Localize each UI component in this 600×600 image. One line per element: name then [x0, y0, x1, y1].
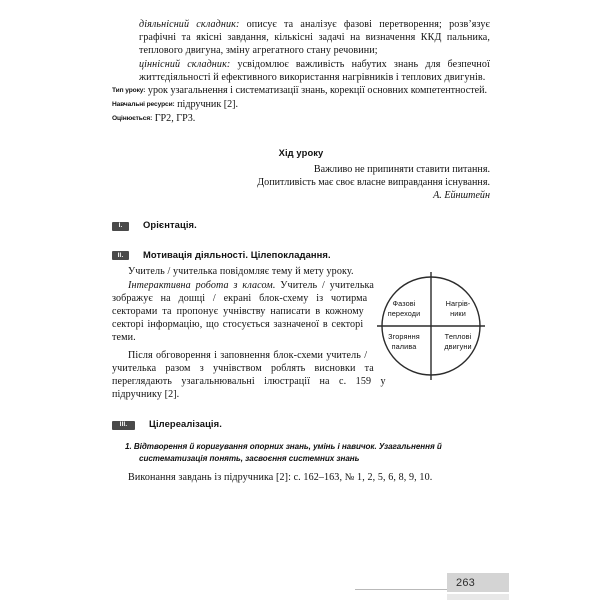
page-content [112, 18, 490, 484]
wheel-sector-line-2: ники [450, 308, 466, 318]
paragraph-text: Учитель / учителька зображує на дошці / екрані блок-схему із чотирма секторами та пропонує учнівству написати в кожному секторі інформацію, що стосується зазначеної в секторі теми. [112, 279, 374, 344]
meta-value: урок узагальнення і систематизації знань, корекції основних компетентностей. [147, 85, 488, 97]
wheel-sector-line-2: переходи [387, 308, 421, 318]
meta-label: Тип уроку: [112, 87, 146, 95]
stage-label: Орієнтація. [143, 219, 197, 231]
wheel-sector-line-1: Нагрів- [445, 299, 471, 309]
stage-marker-iii: III. [112, 421, 135, 430]
wheel-sector-line-1: Теплові [444, 332, 472, 342]
stage-label: Мотивація діяльності. Цілепокладання. [143, 248, 331, 260]
folio-shadow [447, 594, 509, 600]
stage-marker-ii: II. [112, 251, 129, 260]
meta-value: підручник [2]. [177, 99, 239, 111]
paragraph-textbook-tasks [112, 471, 490, 484]
stage-label: Цілереалізація. [149, 418, 222, 430]
motivation-body [112, 265, 490, 401]
paragraph-italic-lead: Інтерактивна робота з класом. [128, 279, 276, 291]
stage-heading-orientation [112, 219, 490, 232]
definition-item [112, 58, 490, 84]
stage-heading-realization [112, 418, 490, 431]
wheel-sector-top-right [432, 299, 484, 318]
wheel-sector-bottom-left [378, 332, 430, 351]
paragraph-text: Учитель / учителька повідомляє тему й мету уроку. [128, 266, 354, 278]
subitem-1 [112, 441, 490, 464]
meta-row-assessment [112, 112, 490, 125]
wheel-sector-line-2: палива [391, 341, 417, 351]
meta-label: Оцінюється: [112, 115, 153, 123]
wheel-diagram-figure [372, 268, 490, 386]
meta-row-lesson-type [112, 84, 490, 97]
wheel-diagram-svg [377, 272, 485, 380]
epigraph-line-2: Допитливість має своє власне виправдання існування. [257, 176, 490, 188]
wheel-sector-bottom-right [432, 332, 484, 351]
definition-text: усвідомлює важливість набутих знань для безпечної життєдіяльності й ефективного використання нагрівників і теплових двигунів. [139, 58, 490, 83]
subitem-text: Відтворення й коригування опорних знань, умінь і навичок. Узагальнення й систематизація понять, засвоєння системних знань [133, 442, 442, 463]
definition-item [112, 18, 490, 58]
definition-term: ціннісний складник: [139, 58, 231, 70]
epigraph [112, 163, 490, 203]
meta-row-resources [112, 98, 490, 111]
subitem-number: 1. [125, 442, 132, 452]
meta-value: ГР2, ГР3. [154, 113, 196, 125]
definition-term: діяльнісний складник: [139, 19, 240, 30]
stage-heading-motivation [112, 249, 490, 262]
paragraph-text: Після обговорення і заповнення блок-схеми учитель / учителька разом з учнівством роблять висновки та переглядають узагальнювальні ілюстрації на с. 159 у підручнику [2]. [112, 349, 386, 401]
section-title-lesson-flow: Хід уроку [278, 146, 324, 158]
definition-text: описує та аналізує фазові перетворення; розв’язує графічні та якісні завдання, кількісні задачі на визначення ККД пальника, теплового двигуна, зміну агрегатного стану речовини; [139, 19, 490, 57]
wheel-sector-line-2: двигуни [444, 341, 472, 351]
epigraph-author: А. Ейнштейн [433, 190, 490, 202]
paragraph-text: Виконання завдань із підручника [2]: с. 162–163, № 1, 2, 5, 6, 8, 9, 10. [128, 471, 433, 483]
epigraph-line-1: Важливо не припиняти ставити питання. [313, 163, 490, 175]
wheel-sector-line-1: Згоряння [388, 332, 420, 342]
folio-rule [355, 589, 447, 590]
stage-marker-i: I. [112, 222, 129, 231]
wheel-diagram [377, 272, 485, 380]
folio-box [447, 573, 509, 592]
wheel-sector-line-1: Фазові [392, 299, 416, 309]
wheel-sector-top-left [378, 299, 430, 318]
meta-label: Навчальні ресурси: [112, 101, 175, 109]
page-number: 263 [456, 577, 475, 589]
definition-block [112, 18, 490, 84]
